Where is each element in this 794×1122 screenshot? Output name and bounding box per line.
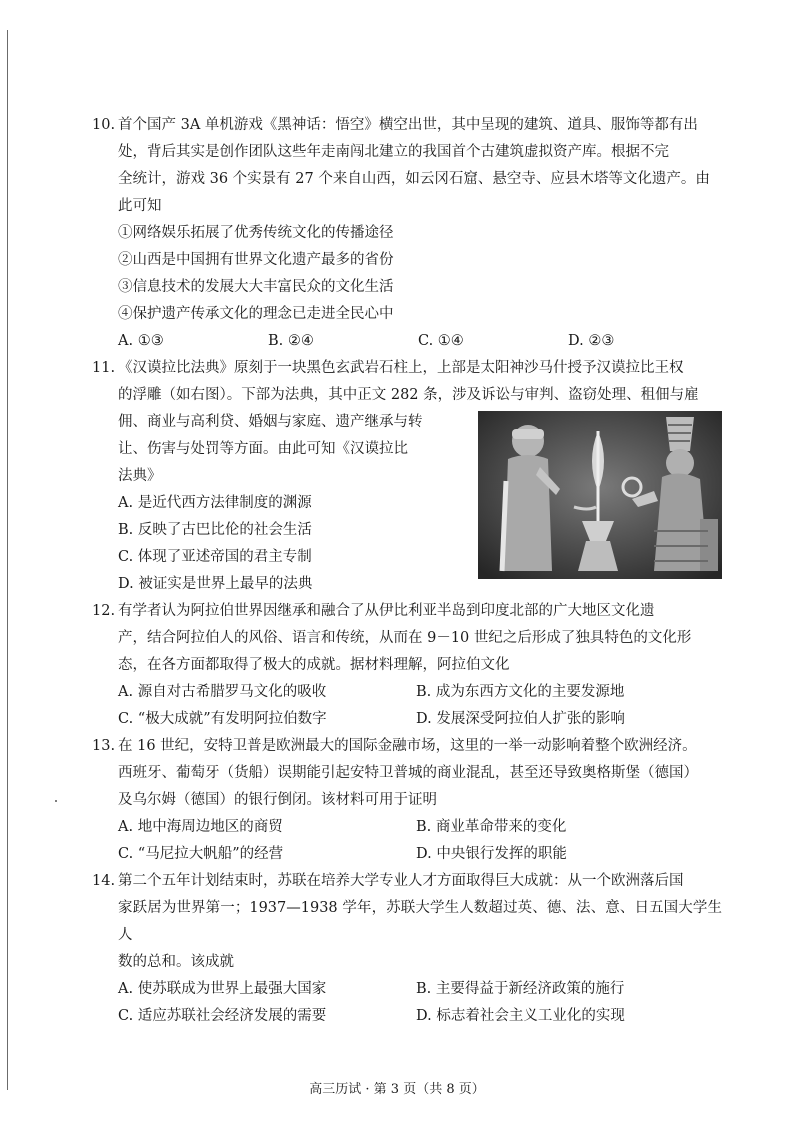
question-12 [92,598,722,733]
option-d: D. ②③ [568,333,615,349]
hammurabi-relief-image [478,411,722,579]
option-b: B. 主要得益于新经济政策的施行 [416,981,625,997]
option-d: D. 标志着社会主义工业化的实现 [416,1008,625,1024]
option-b: B. ②④ [268,333,314,349]
question-10 [92,112,722,355]
relief-illustration [478,411,722,579]
question-number: 13. [92,738,116,754]
question-number: 12. [92,603,116,619]
question-text: 首个国产 3A 单机游戏《黑神话：悟空》横空出世，其中呈现的建筑、道具、服饰等都有出 [118,117,698,133]
binding-margin-line [7,30,8,1090]
option-a: A. 是近代西方法律制度的渊源 [118,495,312,511]
question-text: 此可知 [118,198,162,214]
question-text: 全统计，游戏 36 个实景有 27 个来自山西，如云冈石窟、悬空寺、应县木塔等文化遗产。由 [118,171,710,187]
question-text: 有学者认为阿拉伯世界因继承和融合了从伊比利亚半岛到印度北部的广大地区文化遗 [118,603,655,619]
question-number: 10. [92,117,116,133]
option-c: C. 适应苏联社会经济发展的需要 [118,1008,327,1024]
question-number: 14. [92,873,116,889]
option-a: A. 源自对古希腊罗马文化的吸收 [118,684,327,700]
option-c: C. “极大成就”有发明阿拉伯数字 [118,711,327,727]
question-text: 及乌尔姆（德国）的银行倒闭。该材料可用于证明 [118,792,437,808]
statement-1: ①网络娱乐拓展了优秀传统文化的传播途径 [118,225,394,241]
option-d: D. 被证实是世界上最早的法典 [118,576,313,592]
option-c: C. 体现了亚述帝国的君主专制 [118,549,312,565]
exam-page [92,112,722,1030]
statement-4: ④保护遗产传承文化的理念已走进全民心中 [118,306,394,322]
question-text: 让、伤害与处罚等方面。由此可知《汉谟拉比 [118,441,408,457]
question-text: 西班牙、葡萄牙（货船）误期能引起安特卫普城的商业混乱，甚至还导致奥格斯堡（德国） [118,765,698,781]
page-footer: 高三历试 · 第 3 页（共 8 页） [309,1082,485,1097]
option-b: B. 成为东西方文化的主要发源地 [416,684,625,700]
options [92,976,722,1030]
options [92,679,722,733]
question-text: 佣、商业与高利贷、婚姻与家庭、遗产继承与转 [118,414,423,430]
question-text: 处，背后其实是创作团队这些年走南闯北建立的我国首个古建筑虚拟资产库。根据不完 [118,144,669,160]
option-a: A. 使苏联成为世界上最强大国家 [118,981,327,997]
question-text: 产，结合阿拉伯人的风俗、语言和传统，从而在 9－10 世纪之后形成了独具特色的文化形 [118,630,692,646]
question-text: 数的总和。该成就 [118,954,234,970]
option-d: D. 中央银行发挥的职能 [416,846,567,862]
question-text: 法典》 [118,468,162,484]
question-13 [92,733,722,868]
option-c: C. “马尼拉大帆船”的经营 [118,846,284,862]
question-11 [92,355,722,598]
option-a: A. 地中海周边地区的商贸 [118,819,283,835]
question-text: 的浮雕（如右图）。下部为法典，其中正文 282 条，涉及诉讼与审判、盗窃处理、租佃与雇 [118,387,699,403]
question-text: 态，在各方面都取得了极大的成就。据材料理解，阿拉伯文化 [118,657,510,673]
question-text: 《汉谟拉比法典》原刻于一块黑色玄武岩石柱上，上部是太阳神沙马什授予汉谟拉比王权 [118,360,684,376]
options [92,328,722,355]
question-text: 家跃居为世界第一；1937—1938 学年，苏联大学生人数超过英、德、法、意、日五国大学生人 [118,900,722,943]
option-c: C. ①④ [418,333,464,349]
statement-3: ③信息技术的发展大大丰富民众的文化生活 [118,279,394,295]
option-d: D. 发展深受阿拉伯人扩张的影响 [416,711,625,727]
question-14 [92,868,722,1030]
options [92,814,722,868]
question-text: 第二个五年计划结束时，苏联在培养大学专业人才方面取得巨大成就：从一个欧洲落后国 [118,873,684,889]
question-text: 在 16 世纪，安特卫普是欧洲最大的国际金融市场，这里的一举一动影响着整个欧洲经济。 [118,738,697,754]
option-b: B. 反映了古巴比伦的社会生活 [118,522,312,538]
option-b: B. 商业革命带来的变化 [416,819,567,835]
question-number: 11. [92,360,116,376]
scan-speck [55,800,57,802]
statement-2: ②山西是中国拥有世界文化遗产最多的省份 [118,252,394,268]
option-a: A. ①③ [118,333,164,349]
